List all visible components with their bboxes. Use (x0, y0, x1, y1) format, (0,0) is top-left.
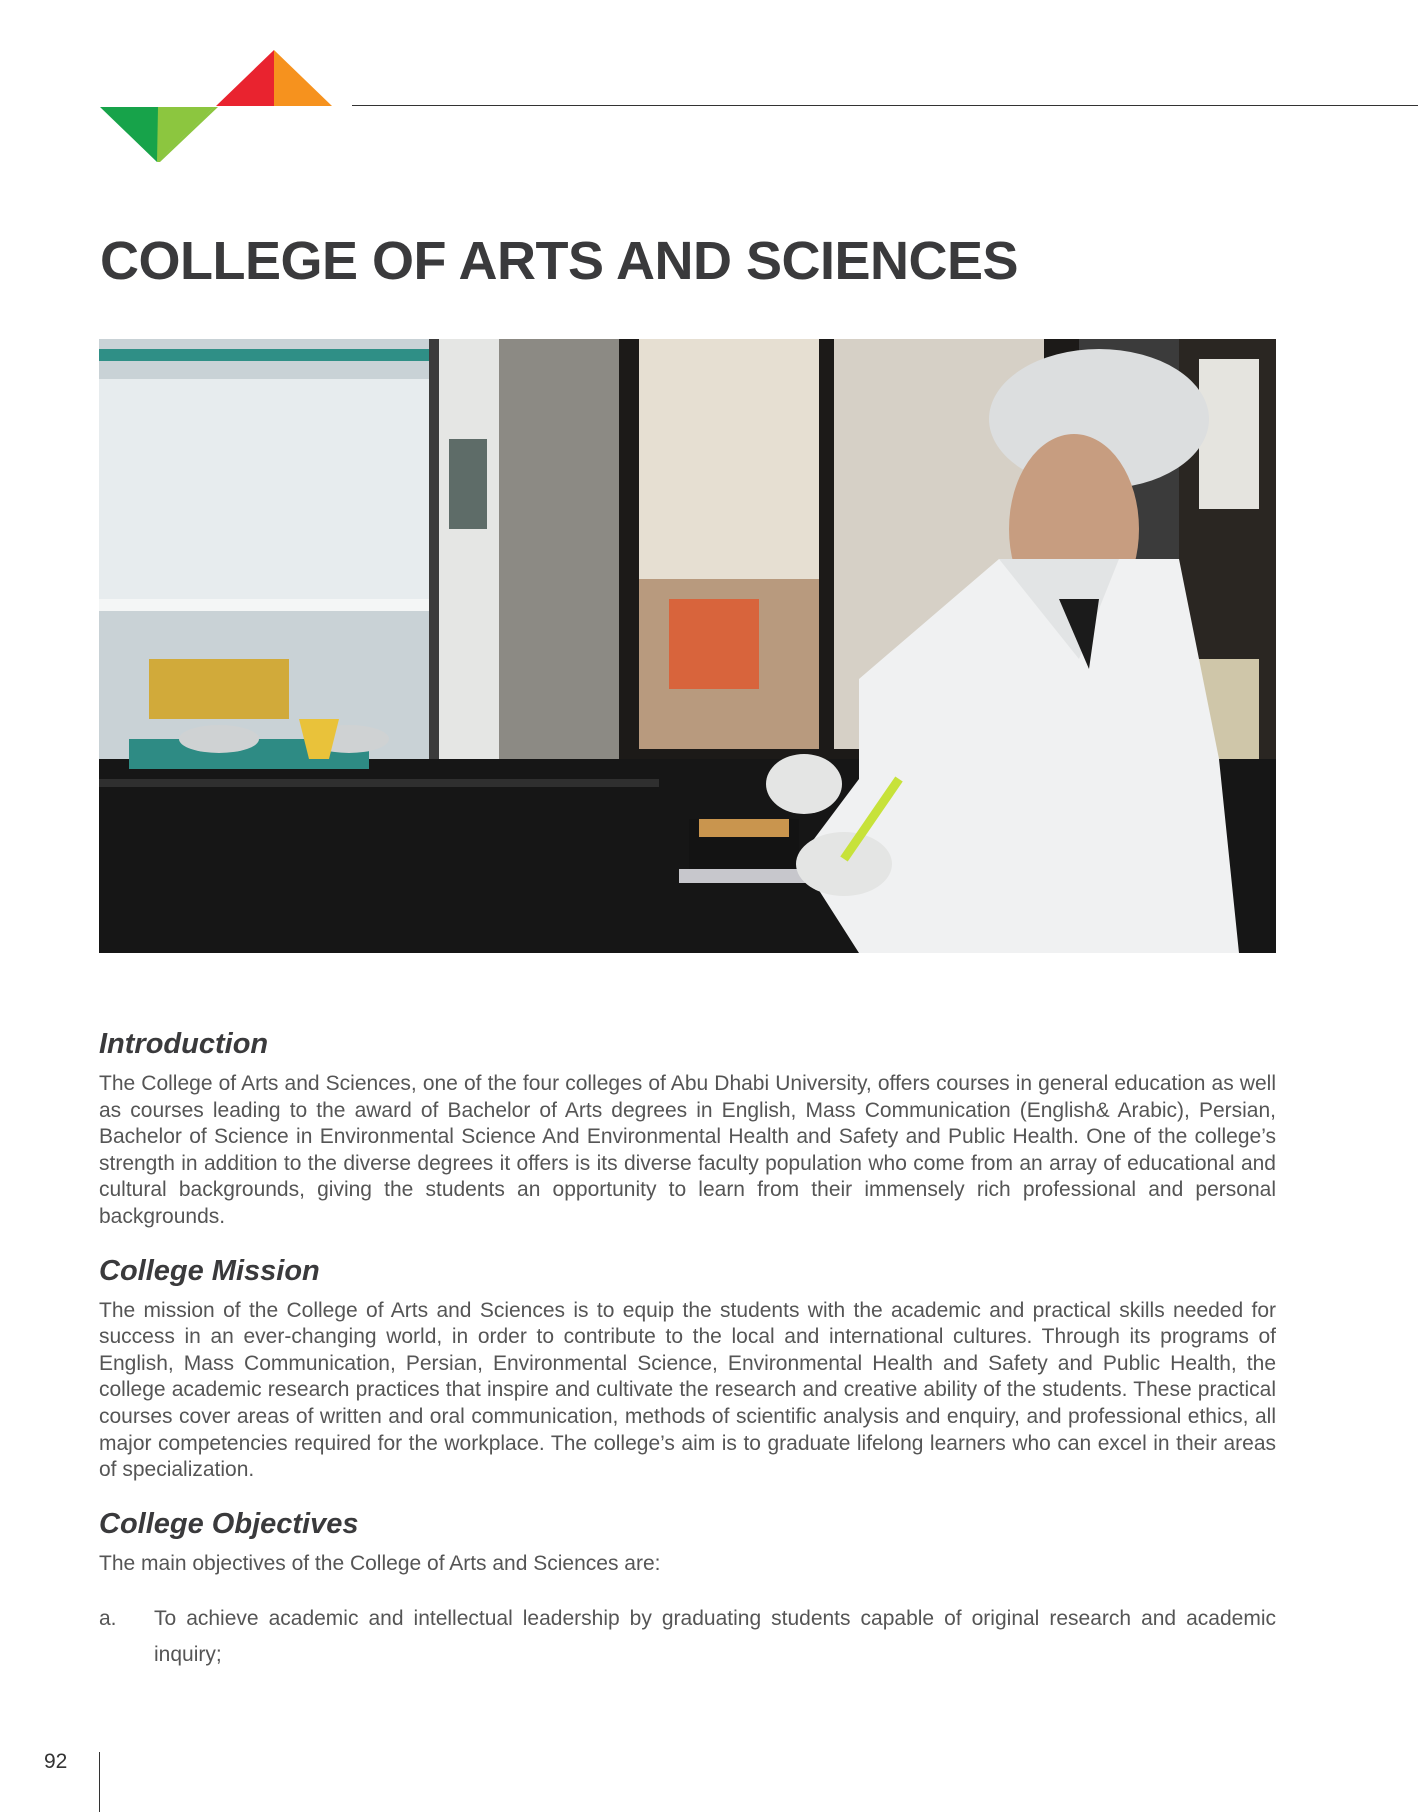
mission-body: The mission of the College of Arts and Sciences is to equip the students with the academic and practical skills needed for success in an ever-changing world, in order to contribute to the local and international cultures. Through its programs of English, Mass Communication, Persian, Environmental Science, Environmental Health and Safety and Public Health, the college academic research practices that inspire and cultivate the research and creative ability of the students. These practical courses cover areas of written and oral communication, methods of scientific analysis and enquiry, and professional ethics, all major competencies required for the workplace. The college’s aim is to graduate lifelong learners who can excel in their areas of specialization. (99, 1298, 1276, 1482)
objectives-heading: College Objectives (99, 1507, 359, 1540)
objectives-intro: The main objectives of the College of Arts and Sciences are: (99, 1551, 661, 1575)
lab-photo (99, 339, 1276, 953)
logo-red-shape (216, 50, 274, 106)
page-title: COLLEGE OF ARTS AND SCIENCES (100, 231, 1019, 291)
objective-text: To achieve academic and intellectual leadership by graduating students capable of original research and academic inquiry; (154, 1607, 1276, 1667)
objective-item (99, 1601, 1276, 1673)
page-number-rule (99, 1752, 100, 1812)
main-content (99, 1028, 1276, 1673)
objective-marker: a. (99, 1607, 117, 1631)
mission-heading: College Mission (99, 1254, 320, 1287)
introduction-heading: Introduction (99, 1028, 269, 1060)
logo-orange-shape (274, 50, 332, 106)
university-logo (98, 50, 334, 162)
page-number: 92 (44, 1750, 68, 1773)
header-rule (352, 105, 1418, 106)
introduction-body: The College of Arts and Sciences, one of the four colleges of Abu Dhabi University, offers courses in general education as well as courses leading to the award of Bachelor of Arts degrees in English, Mass Communication (English& Arabic), Persian, Bachelor of Science in Environmental Science And Environmental Health and Safety and Public Health. One of the college’s strength in addition to the diverse degrees it offers is its diverse faculty population who come from an array of educational and cultural backgrounds, giving the students an opportunity to learn from their immensely rich professional and personal backgrounds. (99, 1072, 1276, 1228)
